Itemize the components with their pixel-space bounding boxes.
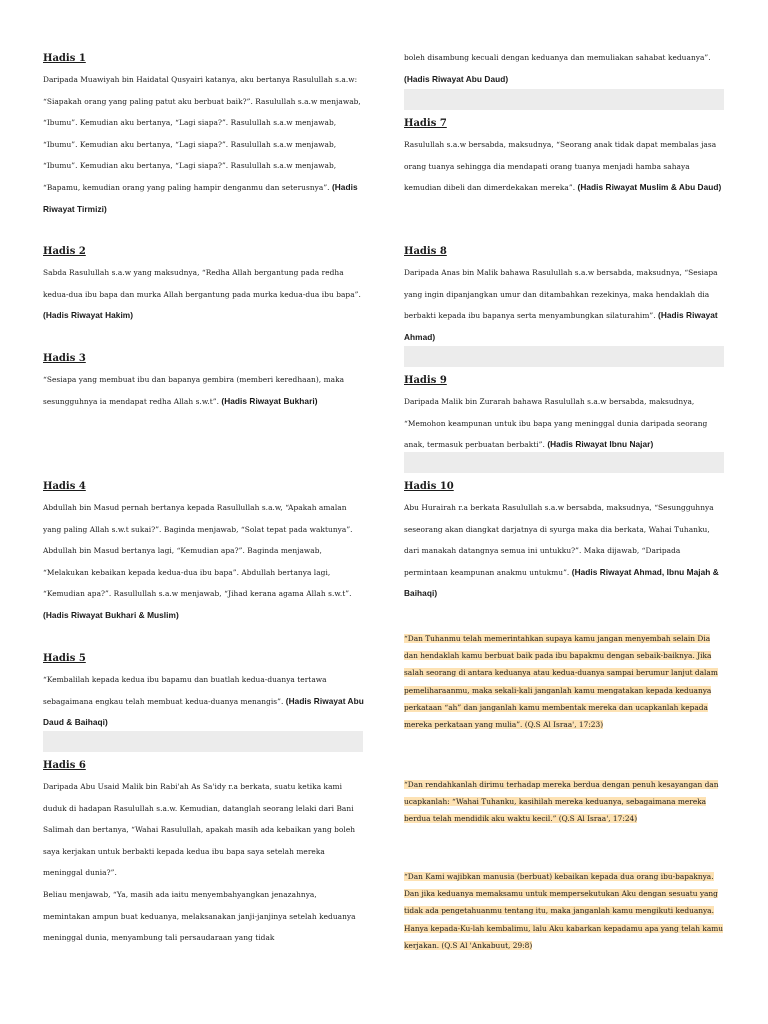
quote-text: “Dan Kami wajibkan manusia (berbuat) kebaikan kepada dua orang ibu-bapaknya. Dan jika keduanya memaksamu untuk mempersekutukan Aku dengan sesuatu yang tidak ada pengetahuanmu tentang itu, maka janganlah kamu mengikuti keduanya. Hanya kepada-Ku-lah kembalimu, lalu Aku kabarkan kepadamu apa yang telah kamu kerjakan. (Q.S Al 'Ankabuut, 29:8) bbox=[404, 872, 724, 950]
hadis-text: Abu Hurairah r.a berkata Rasulullah s.a.w bersabda, maksudnya, “Sesungguhnya seseorang akan diangkat darjatnya di syurga maka dia berkata, Wahai Tuhanku, dari manakah datangnya semua ini untukku?”. Maka dijawab, “Daripada permintaan keampunan anakmu untukmu”. (Hadis Riwayat Ahmad, Ibnu Majah & Baihaqi) bbox=[404, 503, 719, 599]
hadis-source: (Hadis Riwayat Tirmizi) bbox=[43, 181, 358, 214]
hadis-source: (Hadis Riwayat Muslim & Abu Daud) bbox=[577, 182, 722, 193]
hadis-title: Hadis 7 bbox=[404, 118, 447, 129]
hadis-source: (Hadis Riwayat Bukhari & Muslim) bbox=[43, 609, 179, 620]
hadis-7 bbox=[404, 118, 726, 199]
hadis-title: Hadis 2 bbox=[43, 246, 86, 257]
hadis-5 bbox=[43, 653, 365, 734]
hadis-2 bbox=[43, 246, 365, 327]
hadis-text: “Kembalilah kepada kedua ibu bapamu dan buatlah kedua-duanya tertawa sebagaimana engkau telah membuat kedua-duanya menangis”. (Hadis Riwayat Abu Daud & Baihaqi) bbox=[43, 675, 364, 728]
hadis-text: Daripada Muawiyah bin Haidatal Qusyairi katanya, aku bertanya Rasulullah s.a.w: “Siapakah orang yang paling patut aku berbuat baik?”. Rasulullah s.a.w menjawab, “Ibumu”. Kemudian aku bertanya, “Lagi siapa?”. Rasulullah s.a.w menjawab, “Ibumu”. Kemudian aku bertanya, “Lagi siapa?”. Rasulullah s.a.w menjawab, “Ibumu”. Kemudian aku bertanya, “Lagi siapa?”. Rasulullah s.a.w menjawab, “Bapamu, kemudian orang yang paling hampir denganmu dan seterusnya”. (Hadis Riwayat Tirmizi) bbox=[43, 75, 361, 214]
hadis-4 bbox=[43, 481, 365, 627]
hadis-text: “Sesiapa yang membuat ibu dan bapanya gembira (memberi keredhaan), maka sesungguhnya ia mendapat redha Allah s.w.t”. (Hadis Riwayat Bukhari) bbox=[43, 375, 345, 406]
hadis-10 bbox=[404, 481, 726, 605]
quran-quote bbox=[404, 776, 724, 828]
hadis-text: boleh disambung kecuali dengan keduanya dan memuliakan sahabat keduanya”. (Hadis Riwayat Abu Daud) bbox=[404, 53, 711, 84]
hadis-title: Hadis 4 bbox=[43, 481, 86, 492]
hadis-title: Hadis 5 bbox=[43, 653, 86, 664]
hadis-1 bbox=[43, 53, 365, 220]
hadis-source: (Hadis Riwayat Hakim) bbox=[43, 310, 134, 321]
quote-text: “Dan Tuhanmu telah memerintahkan supaya kamu jangan menyembah selain Dia dan hendaklah kamu berbuat baik pada ibu bapakmu dengan sebaik-baiknya. Jika salah seorang di antara keduanya atau kedua-duanya sampai berumur lanjut dalam pemeliharaanmu, maka sekali-kali janganlah kamu mengatakan kepada keduanya perkataan “ah” dan janganlah kamu membentak mereka dan ucapkanlah kepada mereka perkataan yang mulia”. (Q.S Al Israa', 17:23) bbox=[404, 634, 718, 730]
hadis-9 bbox=[404, 375, 726, 456]
hadis-title: Hadis 6 bbox=[43, 760, 86, 771]
hadis-title: Hadis 10 bbox=[404, 481, 454, 492]
hadis-source: (Hadis Riwayat Abu Daud) bbox=[404, 73, 509, 84]
hadis-6-continued bbox=[404, 47, 726, 90]
hadis-text: Daripada Malik bin Zurarah bahawa Rasulullah s.a.w bersabda, maksudnya, “Memohon keampunan untuk ibu bapa yang meninggal dunia daripada seorang anak, termasuk perbuatan berbakti”. (Hadis Riwayat Ibnu Najar) bbox=[404, 397, 708, 450]
hadis-title: Hadis 9 bbox=[404, 375, 447, 386]
hadis-source: (Hadis Riwayat Ahmad) bbox=[404, 310, 718, 342]
quote-text: “Dan rendahkanlah dirimu terhadap mereka berdua dengan penuh kesayangan dan ucapkanlah: “Wahai Tuhanku, kasihilah mereka keduanya, sebagaimana mereka berdua telah mendidik aku waktu kecil.” (Q.S Al Israa', 17:24) bbox=[404, 780, 719, 824]
hadis-text: Rasulullah s.a.w bersabda, maksudnya, “Seorang anak tidak dapat membalas jasa orang tuanya sehingga dia mendapati orang tuanya menjadi hamba sahaya kemudian dibeli dan dimerdekakan mereka”. (Hadis Riwayat Muslim & Abu Daud) bbox=[404, 140, 722, 193]
hadis-text: Daripada Anas bin Malik bahawa Rasulullah s.a.w bersabda, maksudnya, “Sesiapa yang ingin dipanjangkan umur dan ditambahkan rezekinya, maka hendaklah dia berbakti kepada ibu bapanya serta menyambungkan silaturahim”. (Hadis Riwayat Ahmad) bbox=[404, 268, 718, 342]
hadis-source: (Hadis Riwayat Ahmad, Ibnu Majah & Baihaqi) bbox=[404, 566, 719, 599]
hadis-title: Hadis 1 bbox=[43, 53, 86, 64]
gray-separator bbox=[404, 89, 724, 110]
hadis-6 bbox=[43, 760, 365, 949]
hadis-source: (Hadis Riwayat Bukhari) bbox=[221, 395, 318, 406]
hadis-source: (Hadis Riwayat Abu Daud & Baihaqi) bbox=[43, 695, 364, 728]
hadis-text-continued: Beliau menjawab, “Ya, masih ada iaitu menyembahyangkan jenazahnya, memintakan ampun buat keduanya, melaksanakan janji-janjinya setelah keduanya meninggal dunia, menyambung tali persaudaraan yang tidak bbox=[43, 889, 356, 943]
hadis-title: Hadis 3 bbox=[43, 353, 86, 364]
hadis-3 bbox=[43, 353, 365, 412]
gray-separator bbox=[43, 731, 363, 752]
quran-quote bbox=[404, 630, 724, 733]
gray-separator bbox=[404, 452, 724, 473]
hadis-text: Sabda Rasulullah s.a.w yang maksudnya, “Redha Allah bergantung pada redha kedua-dua ibu bapa dan murka Allah bergantung pada murka kedua-dua ibu bapa”. (Hadis Riwayat Hakim) bbox=[43, 268, 361, 321]
hadis-title: Hadis 8 bbox=[404, 246, 447, 257]
gray-separator bbox=[404, 346, 724, 367]
hadis-text: Abdullah bin Masud pernah bertanya kepada Rasullullah s.a.w, “Apakah amalan yang paling Allah s.w.t sukai?”. Baginda menjawab, “Solat tepat pada waktunya”. Abdullah bin Masud bertanya lagi, “Kemudian apa?”. Baginda menjawab, “Melakukan kebaikan kepada kedua-dua ibu bapa”. Abdullah bertanya lagi, “Kemudian apa?”. Rasullullah s.a.w menjawab, “Jihad kerana agama Allah s.w.t”. (Hadis Riwayat Bukhari & Muslim) bbox=[43, 503, 353, 620]
hadis-source: (Hadis Riwayat Ibnu Najar) bbox=[547, 439, 654, 450]
hadis-text: Daripada Abu Usaid Malik bin Rabi'ah As Sa'idy r.a berkata, suatu ketika kami duduk di hadapan Rasulullah s.a.w. Kemudian, datanglah seorang lelaki dari Bani Salimah dan bertanya, “Wahai Rasulullah, apakah masih ada kebaikan yang boleh saya kerjakan untuk berbakti kepada kedua ibu bapa saya setelah mereka meninggal dunia?”. bbox=[43, 782, 356, 878]
hadis-8 bbox=[404, 246, 726, 348]
quran-quote bbox=[404, 868, 724, 954]
